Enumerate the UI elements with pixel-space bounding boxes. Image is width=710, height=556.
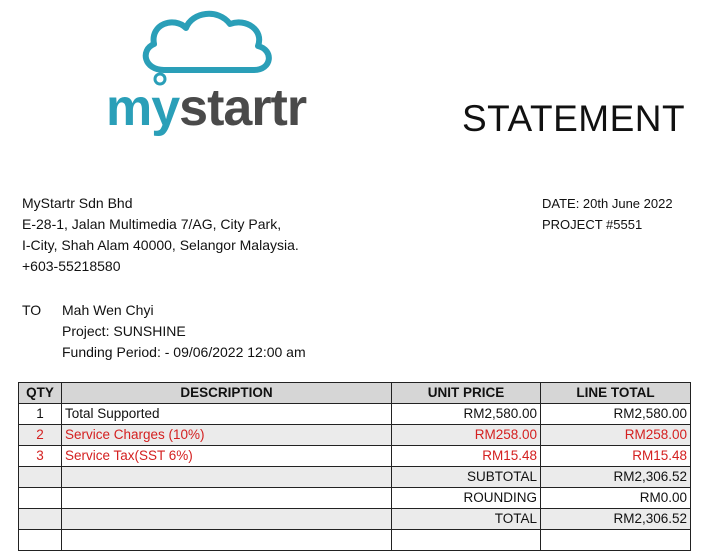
project-number: PROJECT #5551 <box>542 217 643 232</box>
row-description: Service Tax(SST 6%) <box>62 446 392 467</box>
empty-cell <box>19 488 62 509</box>
table-header-row <box>19 383 691 404</box>
company-phone: +603-55218580 <box>22 258 121 274</box>
empty-row <box>19 530 691 551</box>
row-unit-price: RM2,580.00 <box>392 404 541 425</box>
recipient-name: Mah Wen Chyi <box>62 302 154 318</box>
recipient-info <box>62 300 306 363</box>
total-value: RM2,306.52 <box>541 509 691 530</box>
empty-cell <box>541 530 691 551</box>
row-line-total: RM2,580.00 <box>541 404 691 425</box>
statement-meta <box>542 193 673 235</box>
empty-cell <box>62 509 392 530</box>
empty-cell <box>62 488 392 509</box>
rounding-label: ROUNDING <box>392 488 541 509</box>
recipient-project: Project: SUNSHINE <box>62 323 186 339</box>
row-description: Service Charges (10%) <box>62 425 392 446</box>
empty-cell <box>19 509 62 530</box>
row-qty: 2 <box>19 425 62 446</box>
statement-date: DATE: 20th June 2022 <box>542 196 673 211</box>
row-unit-price: RM15.48 <box>392 446 541 467</box>
empty-cell <box>62 467 392 488</box>
rounding-row <box>19 488 691 509</box>
row-qty: 3 <box>19 446 62 467</box>
row-line-total: RM15.48 <box>541 446 691 467</box>
company-address-line2: I-City, Shah Alam 40000, Selangor Malaysia. <box>22 237 299 253</box>
row-unit-price: RM258.00 <box>392 425 541 446</box>
recipient-funding-period: Funding Period: - 09/06/2022 12:00 am <box>62 344 306 360</box>
line-items-table <box>18 382 691 551</box>
table-row <box>19 446 691 467</box>
subtotal-row <box>19 467 691 488</box>
logo-text-startr: startr <box>179 79 307 137</box>
total-row <box>19 509 691 530</box>
subtotal-value: RM2,306.52 <box>541 467 691 488</box>
header-line-total: LINE TOTAL <box>541 383 691 404</box>
row-line-total: RM258.00 <box>541 425 691 446</box>
company-logo <box>104 6 307 137</box>
row-description: Total Supported <box>62 404 392 425</box>
document-title: STATEMENT <box>462 98 686 139</box>
empty-cell <box>62 530 392 551</box>
company-info <box>22 193 299 277</box>
empty-cell <box>19 530 62 551</box>
rounding-value: RM0.00 <box>541 488 691 509</box>
table-row <box>19 404 691 425</box>
company-address-line1: E-28-1, Jalan Multimedia 7/AG, City Park, <box>22 216 282 232</box>
header-description: DESCRIPTION <box>62 383 392 404</box>
subtotal-label: SUBTOTAL <box>392 467 541 488</box>
to-label: TO <box>22 302 42 318</box>
table-row <box>19 425 691 446</box>
header-qty: QTY <box>19 383 62 404</box>
empty-cell <box>19 467 62 488</box>
logo-wordmark <box>106 79 307 137</box>
header-unit-price: UNIT PRICE <box>392 383 541 404</box>
row-qty: 1 <box>19 404 62 425</box>
company-name: MyStartr Sdn Bhd <box>22 195 133 211</box>
total-label: TOTAL <box>392 509 541 530</box>
empty-cell <box>392 530 541 551</box>
cloud-icon <box>104 6 294 86</box>
logo-text-my: my <box>106 79 180 137</box>
